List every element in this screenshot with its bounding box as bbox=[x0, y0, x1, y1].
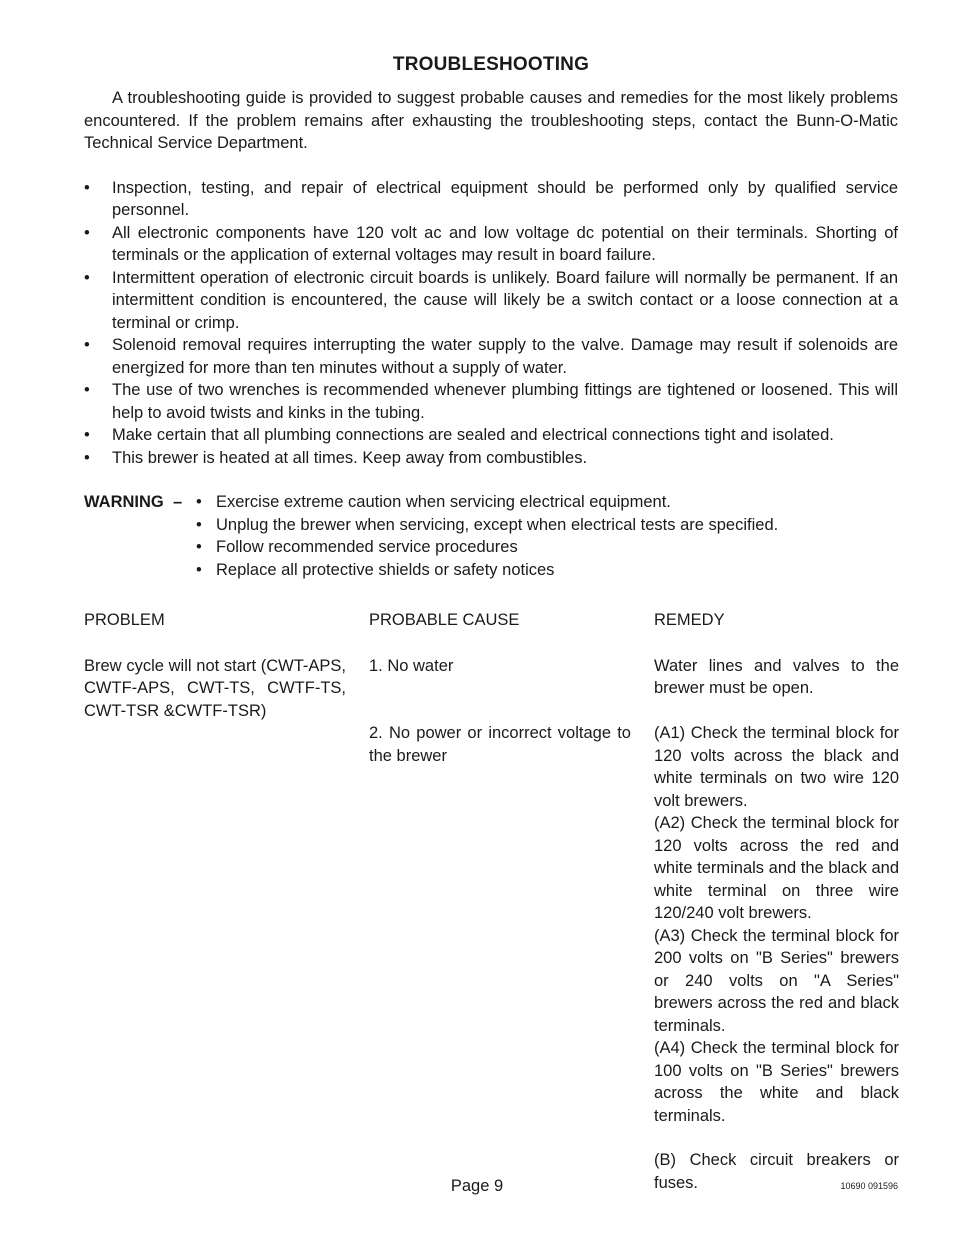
list-item: • This brewer is heated at all times. Keep away from combustibles. bbox=[84, 447, 898, 470]
cause-no-power: 2. No power or incorrect voltage to the brewer bbox=[369, 724, 631, 765]
cause-cell bbox=[369, 655, 631, 1195]
warning-item: • Replace all protective shields or safety notices bbox=[196, 559, 898, 582]
warning-item: • Exercise extreme caution when servicing electrical equipment. bbox=[196, 491, 898, 514]
problem-cell: Brew cycle will not start (CWT-APS, CWTF-APS, CWT-TS, CWTF-TS, CWT-TSR &CWTF-TSR) bbox=[84, 656, 346, 720]
header-remedy: REMEDY bbox=[654, 611, 725, 629]
remedy-a2: (A2) Check the terminal block for 120 volts across the red and white terminals and the black and white terminal on three wire 120/240 volt brewers. bbox=[654, 814, 899, 922]
list-item: • Make certain that all plumbing connections are sealed and electrical connections tight and isolated. bbox=[84, 424, 898, 447]
page-number: Page 9 bbox=[450, 1177, 504, 1195]
header-problem: PROBLEM bbox=[84, 611, 165, 629]
warning-dash: – bbox=[173, 493, 183, 511]
intro-paragraph: A troubleshooting guide is provided to suggest probable causes and remedies for the most likely problems encountered. If the problem remains after exhausting the troubleshooting steps, contact the Bunn-O-Matic Technical Service Department. bbox=[84, 89, 898, 152]
warning-label: WARNING bbox=[84, 493, 164, 511]
troubleshooting-table bbox=[84, 609, 898, 1194]
remedy-a1: (A1) Check the terminal block for 120 volts across the black and white terminals on two wire 120 volt brewers. bbox=[654, 724, 899, 810]
list-item: • Inspection, testing, and repair of electrical equipment should be performed only by qualified service personnel. bbox=[84, 177, 898, 222]
warning-block bbox=[84, 491, 898, 581]
remedy-cell bbox=[654, 655, 899, 1195]
warning-list bbox=[84, 491, 898, 581]
remedy-water-lines: Water lines and valves to the brewer must be open. bbox=[654, 656, 899, 697]
page-title: TROUBLESHOOTING bbox=[392, 54, 590, 75]
warning-item: • Follow recommended service procedures bbox=[196, 536, 898, 559]
remedy-a3: (A3) Check the terminal block for 200 volts on "B Series" brewers or 240 volts on "A Series" brewers across the red and black terminals. bbox=[654, 926, 899, 1035]
document-page bbox=[84, 52, 898, 1194]
remedy-a4: (A4) Check the terminal block for 100 volts on "B Series" brewers across the white and black terminals. bbox=[654, 1039, 899, 1125]
header-probable-cause: PROBABLE CAUSE bbox=[369, 611, 520, 629]
list-item: • All electronic components have 120 volt ac and low voltage dc potential on their terminals. Shorting of terminals or the application of external voltages may result in board failure. bbox=[84, 222, 898, 267]
remedy-b: (B) Check circuit breakers or fuses. bbox=[654, 1151, 899, 1192]
list-item: • Solenoid removal requires interrupting the water supply to the valve. Damage may result if solenoids are energized for more than ten minutes without a supply of water. bbox=[84, 334, 898, 379]
document-code: 10690 091596 bbox=[840, 1181, 898, 1191]
safety-bullet-list bbox=[84, 177, 898, 470]
list-item: • Intermittent operation of electronic circuit boards is unlikely. Board failure will normally be permanent. If an intermittent condition is encountered, the cause will likely be a switch contact or a loose connection at a terminal or crimp. bbox=[84, 267, 898, 335]
cause-no-water: 1. No water bbox=[369, 656, 454, 675]
list-item: • The use of two wrenches is recommended whenever plumbing fittings are tightened or loosened. This will help to avoid twists and kinks in the tubing. bbox=[84, 379, 898, 424]
warning-item: • Unplug the brewer when servicing, except when electrical tests are specified. bbox=[196, 514, 898, 537]
